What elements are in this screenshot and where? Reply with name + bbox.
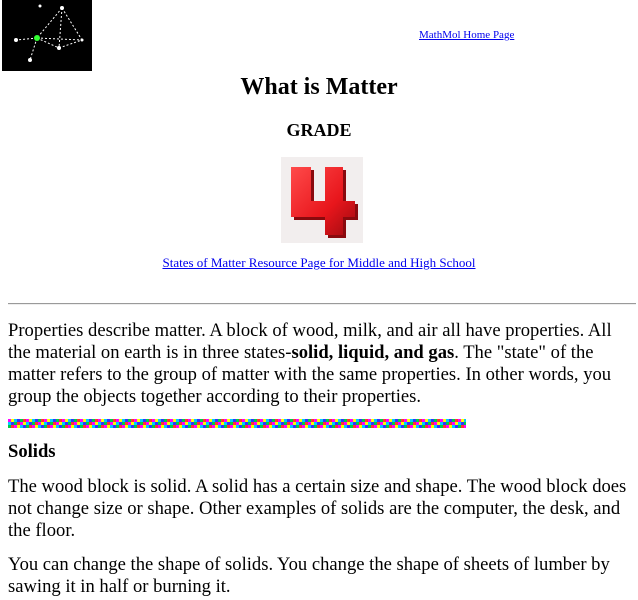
solids-paragraph-2: You can change the shape of solids. You change the shape of sheets of lumber by sawing it in half or burning it. (8, 554, 610, 597)
multicolor-dotted-divider (8, 419, 466, 428)
page-title: What is Matter (240, 74, 398, 100)
mathmol-home-link[interactable]: MathMol Home Page (419, 29, 515, 41)
intro-text-after: . The "state" of the matter refers to the group of matter with the same properties. In other words, you group the objects together according to their properties. (8, 342, 612, 407)
solids-paragraph-1: The wood block is solid. A solid has a certain size and shape. The wood block does not change size or shape. Other examples of solids are the computer, the desk, and the floor. (8, 476, 627, 541)
resource-link-container (0, 255, 638, 271)
horizontal-rule (8, 303, 636, 305)
number-four-image (281, 157, 363, 243)
states-of-matter-resource-link[interactable]: States of Matter Resource Page for Middle and High School (162, 255, 476, 270)
intro-paragraph (8, 320, 630, 408)
intro-text-before: Properties describe matter. A block of wood, milk, and air all have properties. All the material on earth is in three states- (8, 320, 612, 363)
grade-label: GRADE (286, 120, 352, 140)
molecule-logo-icon[interactable] (2, 0, 92, 71)
intro-bold-states: solid, liquid, and gas (291, 342, 455, 363)
solids-heading: Solids (8, 441, 56, 462)
